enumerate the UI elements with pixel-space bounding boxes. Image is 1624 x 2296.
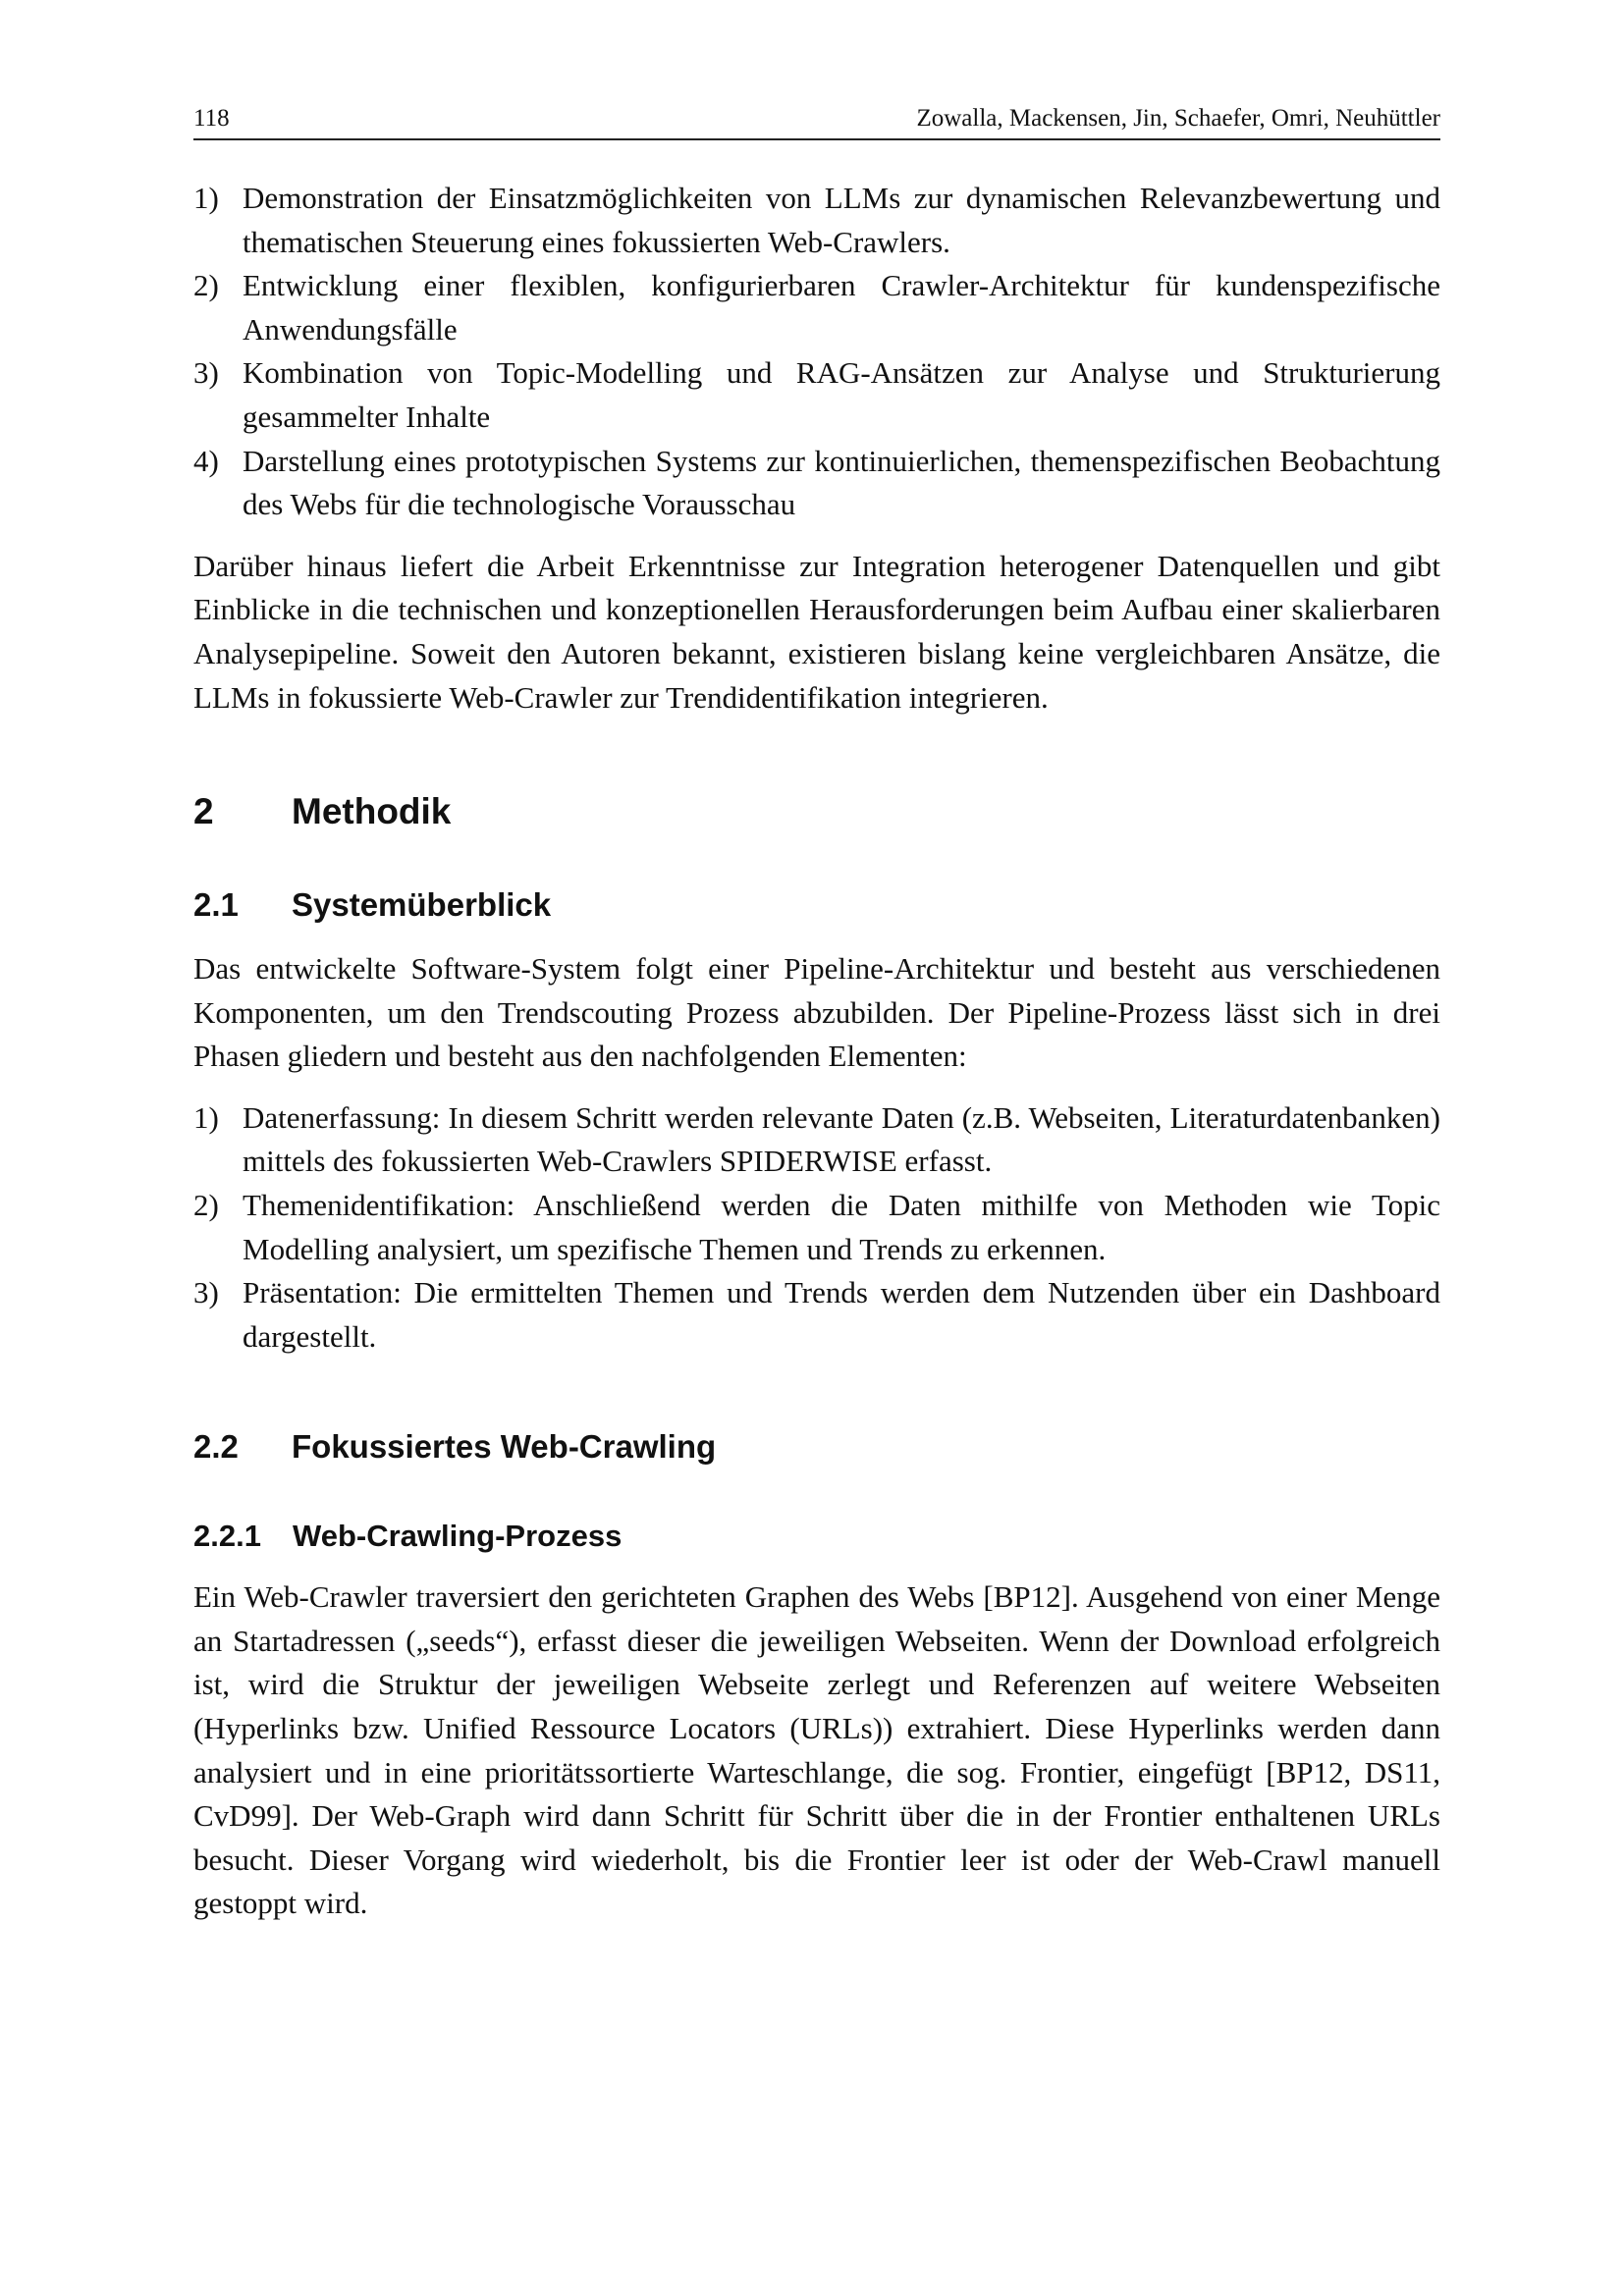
section-number: 2: [193, 791, 214, 832]
subsubsection-title: Web-Crawling-Prozess: [293, 1519, 623, 1554]
subsection-number: 2.1: [193, 885, 239, 923]
subsection-title: Fokussiertes Web-Crawling: [292, 1428, 717, 1466]
section-title: Methodik: [292, 791, 452, 832]
page: [193, 106, 1440, 1926]
running-head: [193, 106, 1440, 140]
list-item: [193, 177, 1440, 264]
list-item-number: 3): [193, 1275, 219, 1310]
list-item: [193, 351, 1440, 439]
page-number: 118: [193, 105, 230, 132]
pipeline-list: [193, 1096, 1440, 1360]
system-paragraph: Das entwickelte Software-System folgt einer Pipeline-Architektur und besteht aus verschiedenen Komponenten, um den Trendscouting Prozess abzubilden. Der Pipeline-Prozess lässt sich in drei Phasen gliedern und besteht aus den nachfolgenden Elementen:: [193, 951, 1440, 1074]
list-item-number: 2): [193, 268, 219, 303]
subsubsection-heading-web-crawling-prozess: [193, 1518, 1440, 1554]
running-head-authors: Zowalla, Mackensen, Jin, Schaefer, Omri, Neuhüttler: [916, 105, 1440, 132]
list-item-number: 3): [193, 355, 219, 391]
list-item-text: Entwicklung einer flexiblen, konfigurierbaren Crawler-Architektur für kundenspezifische Anwendungsfälle: [243, 268, 1440, 347]
list-item-text: Datenerfassung: In diesem Schritt werden relevante Daten (z.B. Webseiten, Literaturdatenbanken) mittels des fokussierten Web-Crawlers SPIDERWISE erfasst.: [243, 1099, 1440, 1179]
list-item-number: 1): [193, 181, 219, 215]
list-item-number: 1): [193, 1099, 219, 1135]
subsubsection-number: 2.2.1: [193, 1519, 261, 1554]
contribution-list: [193, 177, 1440, 527]
intro-paragraph: Darüber hinaus liefert die Arbeit Erkenntnisse zur Integration heterogener Datenquellen und gibt Einblicke in die technischen und konzeptionellen Herausforderungen beim Aufbau einer skalierbaren Analysepipeline. Soweit den Autoren bekannt, existieren bislang keine vergleichbaren Ansätze, die LLMs in fokussierte Web-Crawler zur Trendidentifikation integrieren.: [193, 548, 1440, 715]
subsection-heading-systemueberblick: [193, 885, 1440, 925]
list-item: [193, 1096, 1440, 1184]
list-item: [193, 1184, 1440, 1271]
list-item: [193, 440, 1440, 527]
subsection-heading-web-crawling: [193, 1427, 1440, 1467]
subsection-title: Systemüberblick: [292, 885, 552, 923]
list-item-text: Präsentation: Die ermittelten Themen und Trends werden dem Nutzenden über ein Dashboard dargestellt.: [243, 1275, 1440, 1354]
list-item-text: Kombination von Topic-Modelling und RAG-Ansätzen zur Analyse und Strukturierung gesammelter Inhalte: [243, 355, 1440, 434]
list-item: [193, 264, 1440, 351]
subsection-number: 2.2: [193, 1428, 239, 1466]
crawling-paragraph: Ein Web-Crawler traversiert den gerichteten Graphen des Webs [BP12]. Ausgehend von einer Menge an Startadressen („seeds“), erfasst dieser die jeweiligen Webseiten. Wenn der Download erfolgreich ist, wird die Struktur der jeweiligen Webseite zerlegt und Referenzen auf weitere Webseiten (Hyperlinks bzw. Unified Ressource Locators (URLs)) extrahiert. Diese Hyperlinks werden dann analysiert und in eine prioritätssortierte Warteschlange, die sog. Frontier, eingefügt [BP12, DS11, CvD99]. Der Web-Graph wird dann Schritt für Schritt über die in der Frontier enthaltenen URLs besucht. Dieser Vorgang wird wiederholt, bis die Frontier leer ist oder der Web-Crawl manuell gestoppt wird.: [193, 1579, 1440, 1921]
list-item-number: 4): [193, 443, 219, 478]
list-item: [193, 1271, 1440, 1359]
list-item-text: Themenidentifikation: Anschließend werden die Daten mithilfe von Methoden wie Topic Modelling analysiert, um spezifische Themen und Trends zu erkennen.: [243, 1188, 1440, 1266]
list-item-text: Darstellung eines prototypischen Systems zur kontinuierlichen, themenspezifischen Beobachtung des Webs für die technologische Vorausschau: [243, 443, 1440, 522]
list-item-text: Demonstration der Einsatzmöglichkeiten von LLMs zur dynamischen Relevanzbewertung und thematischen Steuerung eines fokussierten Web-Crawlers.: [243, 181, 1440, 259]
section-heading-methodik: [193, 790, 1440, 833]
list-item-number: 2): [193, 1188, 219, 1223]
